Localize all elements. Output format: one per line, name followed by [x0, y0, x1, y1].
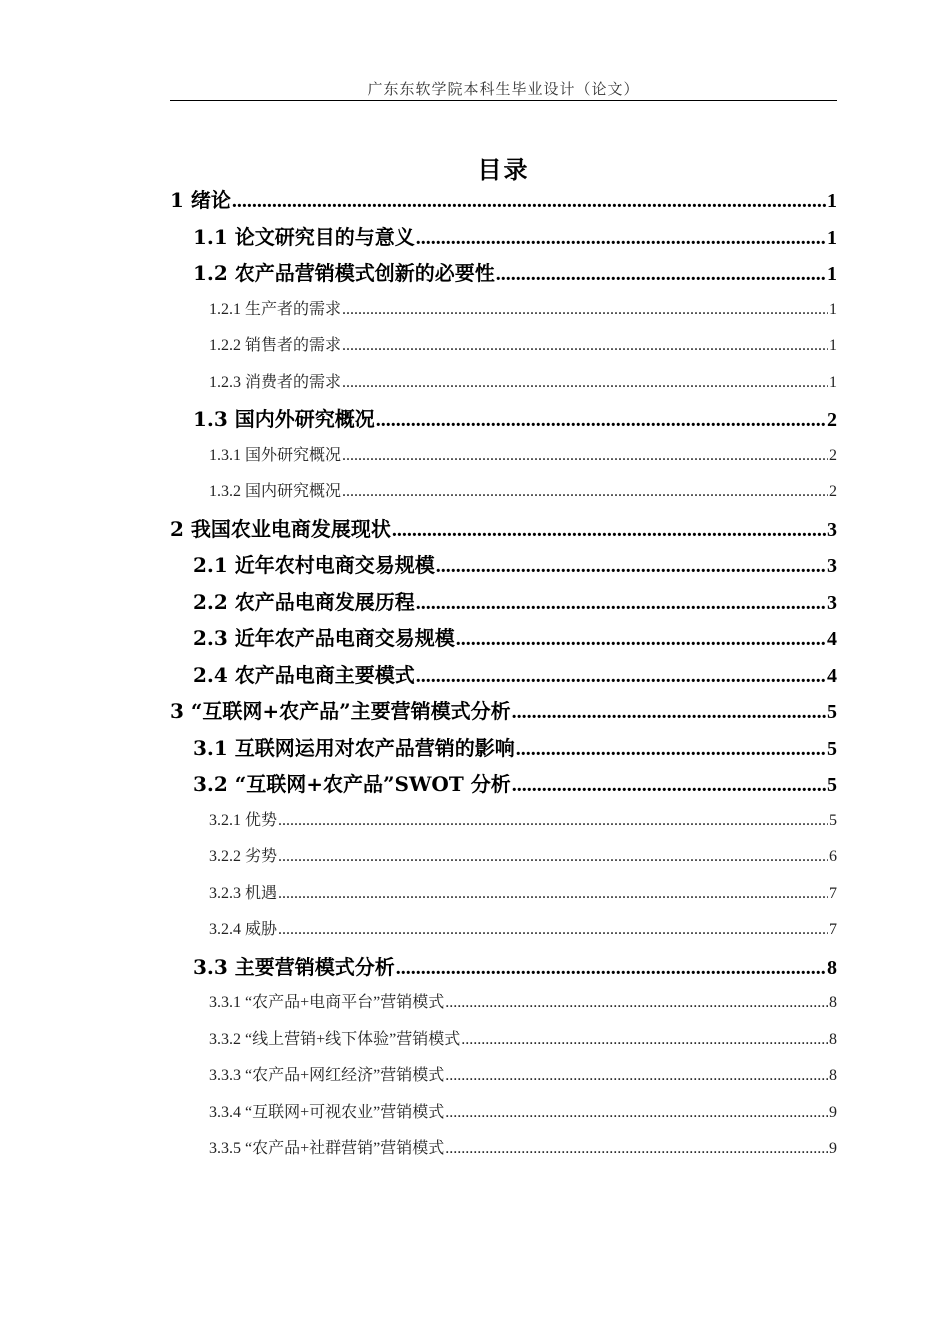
dot-leader	[445, 1067, 828, 1085]
toc-entry-section-3-1[interactable]	[170, 732, 837, 761]
toc-entry-page: 7	[829, 885, 837, 902]
toc-entry-section-2-4[interactable]	[170, 659, 837, 688]
toc-entry-subsection-3-3-3[interactable]	[170, 1062, 837, 1085]
toc-entry-label: 1.3.2 国内研究概况	[209, 483, 342, 500]
toc-entry-page: 1	[829, 337, 837, 354]
toc-entry-page: 5	[827, 701, 837, 723]
toc-entry-label: 3.3.5 “农产品+社群营销”营销模式	[209, 1140, 445, 1157]
toc-entry-page: 1	[827, 227, 837, 249]
toc-entry-subsection-3-3-2[interactable]	[170, 1026, 837, 1049]
toc-entry-page: 9	[829, 1140, 837, 1157]
toc-entry-page: 8	[829, 1031, 837, 1048]
toc-entry-subsection-3-2-2[interactable]	[170, 843, 837, 866]
toc-entry-page: 4	[827, 628, 837, 650]
toc-entry-label: 3.3.3 “农产品+网红经济”营销模式	[209, 1067, 445, 1084]
toc-entry-label: 3.3.1 “农产品+电商平台”营销模式	[209, 994, 445, 1011]
toc-entry-section-1-1[interactable]	[170, 221, 837, 250]
dot-leader	[278, 921, 828, 939]
toc-entry-section-2-1[interactable]	[170, 549, 837, 578]
toc-entry-label: 1.2.1 生产者的需求	[209, 301, 342, 318]
toc-entry-label: 3.3.4 “互联网+可视农业”营销模式	[209, 1104, 445, 1121]
toc-entry-page: 2	[829, 483, 837, 500]
running-header: 广东东软学院本科生毕业设计（论文）	[367, 82, 640, 98]
toc-entry-page: 8	[827, 957, 837, 979]
dot-leader	[278, 848, 828, 866]
dot-leader	[512, 701, 826, 724]
toc-entry-label: 1.3.1 国外研究概况	[209, 447, 342, 464]
toc-entry-page: 2	[829, 447, 837, 464]
toc-entry-section-2-3[interactable]	[170, 622, 837, 651]
toc-entry-page: 8	[829, 994, 837, 1011]
toc-entry-label: 1.2.2 销售者的需求	[209, 337, 342, 354]
dot-leader	[436, 555, 826, 578]
toc-entry-page: 1	[829, 374, 837, 391]
toc-entry-page: 4	[827, 665, 837, 687]
toc-entry-section-3-2[interactable]	[170, 768, 837, 797]
toc-entry-page: 1	[829, 301, 837, 318]
dot-leader	[516, 738, 826, 761]
toc-entry-label: 2.4 农产品电商主要模式	[193, 663, 415, 687]
toc-entry-subsection-1-2-2[interactable]	[170, 332, 837, 355]
dot-leader	[496, 263, 826, 286]
dot-leader	[445, 1104, 828, 1122]
toc-entry-page: 8	[829, 1067, 837, 1084]
toc-entry-label: 2.1 近年农村电商交易规模	[193, 553, 435, 577]
toc-entry-page: 1	[827, 263, 837, 285]
toc-entry-label: 1 绪论	[170, 188, 231, 212]
toc-entry-label: 3.2.2 劣势	[209, 848, 278, 865]
toc-entry-label: 3 “互联网+农产品”主要营销模式分析	[170, 699, 511, 723]
dot-leader	[456, 628, 826, 651]
toc-entry-page: 3	[827, 592, 837, 614]
dot-leader	[342, 447, 828, 465]
toc-entry-label: 1.3 国内外研究概况	[193, 407, 375, 431]
dot-leader	[232, 190, 826, 213]
dot-leader	[461, 1031, 828, 1049]
toc-entry-page: 7	[829, 921, 837, 938]
toc-entry-section-3-3[interactable]	[170, 951, 837, 980]
toc-entry-subsection-3-2-4[interactable]	[170, 916, 837, 939]
toc-entry-chapter-1[interactable]	[170, 184, 837, 213]
toc-entry-label: 3.3.2 “线上营销+线下体验”营销模式	[209, 1031, 461, 1048]
toc-entry-subsection-1-3-2[interactable]	[170, 478, 837, 501]
header-rule	[170, 100, 837, 101]
toc-entry-subsection-3-2-1[interactable]	[170, 807, 837, 830]
toc-entry-label: 3.3 主要营销模式分析	[193, 955, 395, 979]
toc-entry-chapter-2[interactable]	[170, 513, 837, 542]
toc-entry-label: 3.2.3 机遇	[209, 885, 278, 902]
toc-entry-subsection-3-2-3[interactable]	[170, 880, 837, 903]
toc-title: 目录	[477, 156, 530, 184]
toc-entry-page: 6	[829, 848, 837, 865]
toc-entry-section-2-2[interactable]	[170, 586, 837, 615]
toc-entry-subsection-1-3-1[interactable]	[170, 442, 837, 465]
toc-entry-page: 5	[827, 738, 837, 760]
toc-entry-page: 2	[827, 409, 837, 431]
toc-entry-page: 1	[827, 190, 837, 212]
dot-leader	[416, 665, 826, 688]
toc-entry-label: 2.2 农产品电商发展历程	[193, 590, 415, 614]
toc-entry-page: 5	[829, 812, 837, 829]
dot-leader	[416, 592, 826, 615]
dot-leader	[445, 994, 828, 1012]
toc-entry-page: 5	[827, 774, 837, 796]
toc-entry-subsection-3-3-4[interactable]	[170, 1099, 837, 1122]
dot-leader	[342, 301, 828, 319]
dot-leader	[342, 374, 828, 392]
toc-entry-label: 3.1 互联网运用对农产品营销的影响	[193, 736, 515, 760]
dot-leader	[392, 519, 826, 542]
dot-leader	[278, 885, 828, 903]
toc-entry-label: 1.2.3 消费者的需求	[209, 374, 342, 391]
dot-leader	[396, 957, 826, 980]
toc-entry-page: 3	[827, 555, 837, 577]
toc-entry-label: 1.1 论文研究目的与意义	[193, 225, 415, 249]
toc-entry-page: 3	[827, 519, 837, 541]
dot-leader	[342, 483, 828, 501]
toc-entry-subsection-3-3-1[interactable]	[170, 989, 837, 1012]
toc-entry-label: 3.2.4 威胁	[209, 921, 278, 938]
dot-leader	[376, 409, 826, 432]
toc-entry-label: 3.2 “互联网+农产品”SWOT 分析	[193, 772, 511, 796]
dot-leader	[512, 774, 826, 797]
toc-entry-label: 1.2 农产品营销模式创新的必要性	[193, 261, 495, 285]
toc-entry-label: 3.2.1 优势	[209, 812, 278, 829]
toc-entry-subsection-1-2-1[interactable]	[170, 296, 837, 319]
toc-entry-page: 9	[829, 1104, 837, 1121]
toc-entry-label: 2 我国农业电商发展现状	[170, 517, 391, 541]
toc-entry-section-1-2[interactable]	[170, 257, 837, 286]
toc-entry-chapter-3[interactable]	[170, 695, 837, 724]
toc-entry-label: 2.3 近年农产品电商交易规模	[193, 626, 455, 650]
toc-entry-subsection-1-2-3[interactable]	[170, 369, 837, 392]
dot-leader	[416, 227, 826, 250]
dot-leader	[342, 337, 828, 355]
dot-leader	[445, 1140, 828, 1158]
dot-leader	[278, 812, 828, 830]
toc-entry-subsection-3-3-5[interactable]	[170, 1135, 837, 1158]
toc-entry-section-1-3[interactable]	[170, 403, 837, 432]
